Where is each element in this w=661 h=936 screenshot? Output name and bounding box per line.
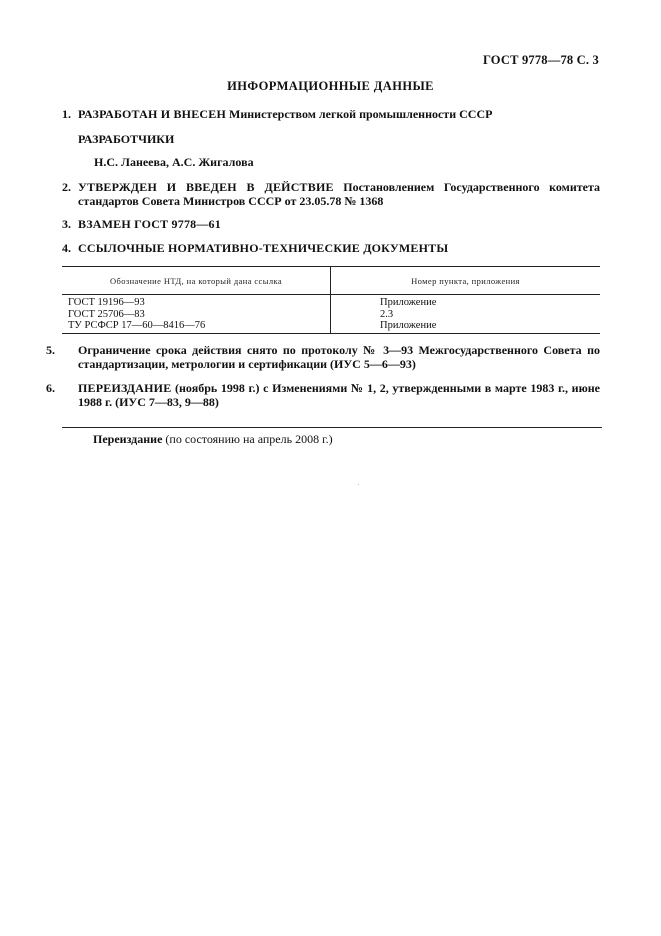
item-2-number: 2. xyxy=(62,180,71,194)
item-6 xyxy=(46,381,600,409)
item-1-lead: РАЗРАБОТАН И ВНЕСЕН xyxy=(78,107,227,121)
item-2-lead: УТВЕРЖДЕН И ВВЕДЕН В ДЕЙСТВИЕ xyxy=(78,180,334,194)
reissue-text: (по состоянию на апрель 2008 г.) xyxy=(162,432,333,446)
item-6-number: 6. xyxy=(46,381,55,395)
item-5-number: 5. xyxy=(46,343,55,357)
item-2 xyxy=(62,180,600,208)
item-5-text: Ограничение срока действия снято по протоколу № 3—93 Межгосударственного Совета по стандартизации, метрологии и сертификации (ИУС 5—6—93) xyxy=(78,343,600,371)
scan-speck xyxy=(358,484,359,485)
table-cell-doc-3: ТУ РСФСР 17—60—8416—76 xyxy=(68,320,206,331)
table-cell-clause-3: Приложение xyxy=(380,320,437,331)
item-4-number: 4. xyxy=(62,241,71,255)
item-2-text: Постановлением Государственного комитета стандартов Совета Министров СССР от 23.05.78 № 1368 xyxy=(78,180,600,208)
item-4-lead: ССЫЛОЧНЫЕ НОРМАТИВНО-ТЕХНИЧЕСКИЕ ДОКУМЕНТЫ xyxy=(78,241,449,255)
table-cell-clause-1: Приложение xyxy=(380,297,437,308)
reissue-label: Переиздание xyxy=(93,432,163,446)
reissue-note xyxy=(93,432,333,447)
footer-rule xyxy=(62,427,602,428)
developers-heading: РАЗРАБОТЧИКИ xyxy=(78,132,175,146)
table-header-divider xyxy=(62,294,600,295)
page-header-code: ГОСТ 9778—78 С. 3 xyxy=(482,53,599,67)
item-1 xyxy=(62,107,600,121)
document-title: ИНФОРМАЦИОННЫЕ ДАННЫЕ xyxy=(227,79,434,93)
item-1-text: Министерством легкой промышленности СССР xyxy=(226,107,493,121)
table-header-document: Обозначение НТД, на который дана ссылка xyxy=(109,276,283,286)
item-5 xyxy=(46,343,600,371)
table-cell-clause-2: 2.3 xyxy=(380,308,394,320)
item-1-number: 1. xyxy=(62,107,71,121)
table-cell-doc-1: ГОСТ 19196—93 xyxy=(68,297,145,308)
table-column-documents xyxy=(68,297,205,332)
reference-documents-table xyxy=(62,266,600,334)
table-cell-doc-2: ГОСТ 25706—83 xyxy=(68,308,145,320)
item-3-number: 3. xyxy=(62,217,71,231)
item-6-lead: ПЕРЕИЗДАНИЕ xyxy=(78,381,172,395)
item-4 xyxy=(62,241,600,255)
developers-names: Н.С. Ланеева, А.С. Жигалова xyxy=(94,155,254,169)
item-3 xyxy=(62,217,600,231)
table-column-clauses xyxy=(380,297,436,332)
table-header-clause: Номер пункта, приложения xyxy=(411,276,520,286)
item-3-lead: ВЗАМЕН ГОСТ 9778—61 xyxy=(78,217,221,231)
item-6-text: (ноябрь 1998 г.) с Изменениями № 1, 2, утвержденными в марте 1983 г., июне 1988 г. (ИУС 7—83, 9—88) xyxy=(78,381,600,409)
